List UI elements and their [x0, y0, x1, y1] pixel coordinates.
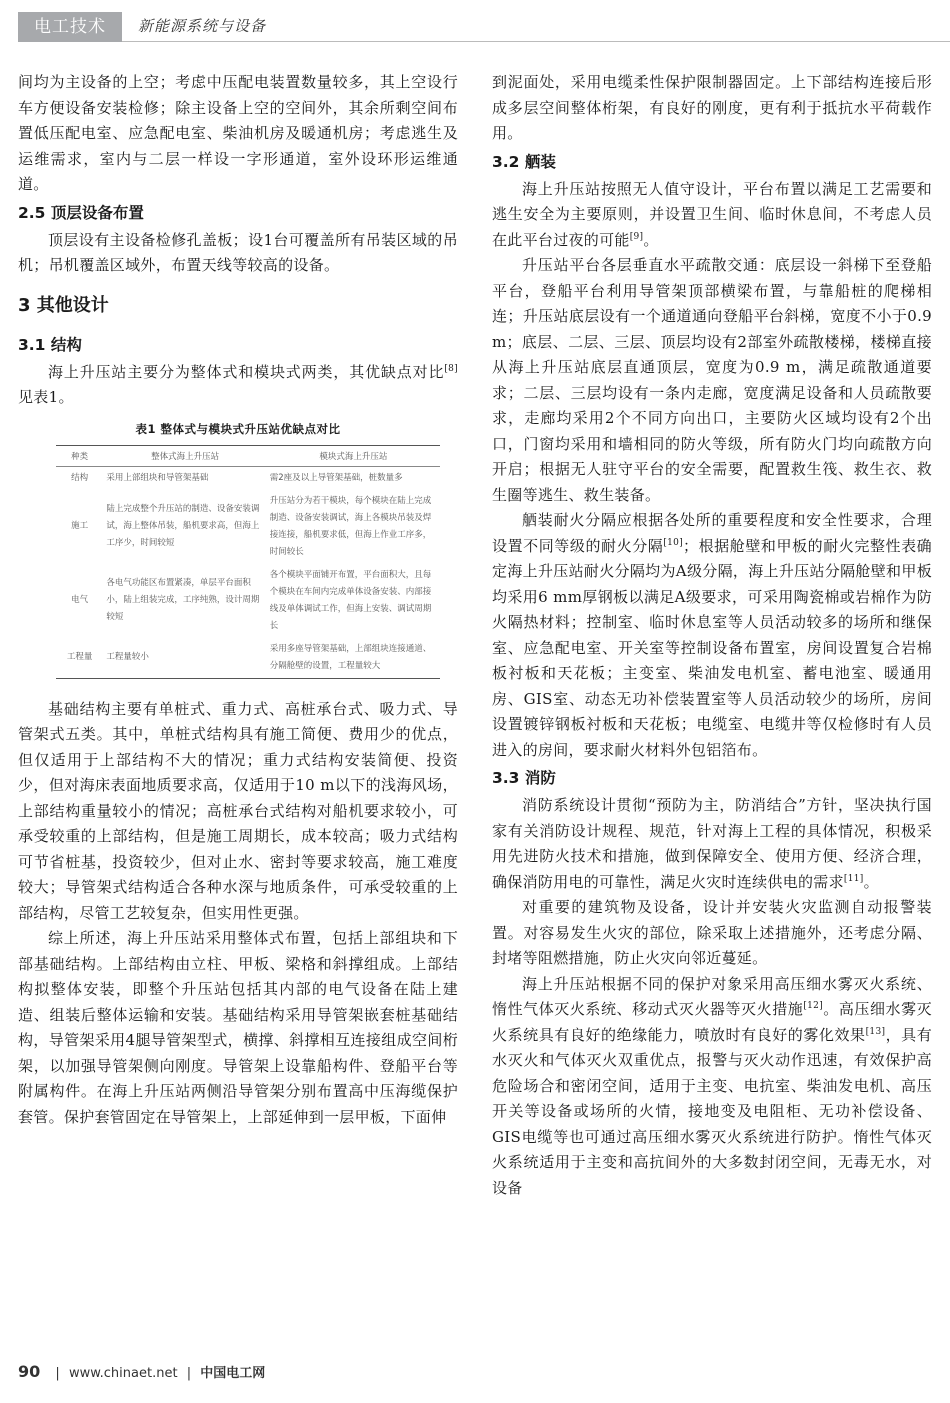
comparison-table — [56, 445, 440, 679]
footer-site-link[interactable]: www.chinaet.net — [68, 1366, 178, 1381]
table-header-row — [56, 445, 440, 466]
paragraph: 到泥面处，采用电缆柔性保护限制器固定。上下部结构连接后形成多层空间整体桁架，有良好的刚度，更有利于抵抗水平荷载作用。 — [492, 73, 932, 142]
table-cell: 升压站分为若干模块，每个模块在陆上完成制造、设备安装调试，海上各模块吊装及焊接连接，船机要求低，但海上作业工序多，时间较长 — [269, 495, 432, 557]
footer-divider: | — [186, 1366, 192, 1381]
section-heading-2-5: 2.5 顶层设备布置 — [18, 203, 144, 222]
page-number: 90 — [18, 1362, 41, 1381]
page-header — [0, 0, 950, 50]
column-header: 整体式海上升压站 — [103, 445, 266, 466]
footer-divider: | — [55, 1366, 60, 1381]
paragraph-text: 。 — [643, 230, 659, 249]
table-cell: 工程量较小 — [103, 638, 266, 679]
header-rule — [122, 41, 950, 42]
paragraph-text: 。高压细水雾灭火系统具有良好的绝缘能力，喷放时有良好的雾化效果 — [492, 1000, 932, 1044]
citation[interactable]: [13] — [865, 1026, 886, 1037]
citation[interactable]: [9] — [629, 231, 644, 242]
section-heading-3: 3 其他设计 — [18, 294, 109, 316]
paragraph: 综上所述，海上升压站采用整体式布置，包括上部组块和下部基础结构。上部结构由立柱、甲板、梁格和斜撑组成。上部结构拟整体安装，即整个升压站包括其内部的电气设备在陆上建造、组装后整体运输和安装。基础结构采用导管架嵌套桩基础结构，导管架采用4腿导管架型式，横撑、斜撑相互连接组成空间桁架，以加强导管架侧向刚度。导管架上设靠船构件、登船平台等附属构件。在海上升压站两侧沿导管架分别布置高中压海缆保护套管。保护套管固定在导管架上，上部延伸到一层甲板，下面伸 — [18, 929, 458, 1126]
citation[interactable]: [11] — [843, 873, 864, 884]
table-cell: 需2座及以上导管架基础，桩数量多 — [269, 472, 403, 483]
section-heading-3-2: 3.2 舾装 — [492, 152, 556, 171]
paragraph: 间均为主设备的上空；考虑中压配电装置数量较多，其上空设行车方便设备安装检修；除主设备上空的空间外，其余所剩空间布置低压配电室、应急配电室、柴油机房及暖通机房；考虑逃生及运维需求，室内与二层一样设一字形通道，室外设环形运维通道。 — [18, 73, 458, 193]
paragraph-text: 。 — [863, 872, 879, 891]
column-header: 种类 — [56, 445, 103, 466]
citation[interactable]: [8] — [444, 363, 458, 374]
table-row — [56, 466, 440, 490]
table-row — [56, 564, 440, 638]
column-title: 新能源系统与设备 — [138, 17, 267, 35]
paragraph — [492, 508, 932, 763]
table-cell: 施工 — [71, 521, 89, 531]
paragraph: 对重要的建筑物及设备，设计并安装火灾监测自动报警装置。对容易发生火灾的部位，除采取上述措施外，还考虑分隔、封堵等阻燃措施，防止火灾向邻近蔓延。 — [492, 898, 932, 967]
paragraph-text: 见表1。 — [18, 388, 74, 406]
table-cell: 各个模块平面铺开布置，平台面积大，且每个模块在车间内完成单体设备安装、内部接线及单体调试工作，但海上安装、调试周期长 — [269, 569, 432, 631]
paragraph-text: ，具有水灭火和气体灭火双重优点，报警与灭火动作迅速，有效保护高危险场合和密闭空间，适用于主变、电抗室、柴油发电机、高压开关等设备或场所的火情，接地变及电阻柜、无功补偿设备、GIS电缆等也可通过高压细水雾灭火系统进行防护。惰性气体灭火系统适用于主变和高抗间外的大多数封闭空间，无毒无水，对设备 — [492, 1025, 932, 1197]
left-column — [18, 70, 458, 1130]
table-cell: 陆上完成整个升压站的制造、设备安装调试，海上整体吊装，船机要求高，但海上工序少，时间较短 — [106, 504, 260, 548]
paragraph-text: 海上升压站按照无人值守设计，平台布置以满足工艺需要和逃生安全为主要原则，并设置卫生间、临时休息间，不考虑人员在此平台过夜的可能 — [492, 179, 932, 249]
footer-brand: 中国电工网 — [200, 1366, 266, 1381]
table-cell: 工程量 — [56, 638, 103, 679]
section-heading-3-1: 3.1 结构 — [18, 335, 82, 354]
paragraph — [492, 793, 932, 895]
citation[interactable]: [12] — [803, 1001, 824, 1011]
paragraph — [492, 972, 932, 1202]
paragraph-text: 消防系统设计贯彻“预防为主，防消结合”方针，坚决执行国家有关消防设计规程、规范，针对海上工程的具体情况，积极采用先进防火技术和措施，做到保障安全、使用方便、经济合理，确保消防用电的可靠性，满足火灾时连续供电的需求 — [492, 796, 932, 891]
section-heading-3-3: 3.3 消防 — [492, 769, 556, 787]
citation[interactable]: [10] — [663, 537, 684, 548]
paragraph — [18, 360, 458, 411]
table-cell: 各电气功能区布置紧凑，单层平台面积小，陆上组装完成，工序纯熟，设计周期较短 — [106, 578, 260, 622]
table-row — [56, 490, 440, 564]
right-column — [492, 70, 932, 1201]
table-cell: 电气 — [71, 595, 89, 605]
table-cell: 结构 — [71, 472, 89, 483]
paragraph-text: 海上升压站主要分为整体式和模块式两类，其优缺点对比 — [48, 362, 445, 381]
paragraph: 顶层设有主设备检修孔盖板；设1台可覆盖所有吊装区域的吊机；吊机覆盖区域外，布置天线等较高的设备。 — [18, 230, 458, 274]
column-header: 模块式海上升压站 — [267, 445, 440, 466]
paragraph — [492, 177, 932, 254]
table-caption: 表1 整体式与模块式升压站优缺点对比 — [135, 421, 341, 436]
page-footer — [18, 1362, 265, 1381]
table-cell: 采用上部组块和导管架基础 — [106, 472, 209, 483]
paragraph-text: 海上升压站根据不同的保护对象采用高压细水雾灭火系统、惰性气体灭火系统、移动式灭火器等灭火措施 — [492, 974, 932, 1018]
paragraph-text: ；根据舱壁和甲板的耐火完整性表确定海上升压站耐火分隔均为A级分隔，海上升压站分隔舱壁和甲板均采用6 mm厚钢板以满足A级要求，可采用陶瓷棉或岩棉作为防火隔热材料；控制室、临时休息室等人员活动较多的场所和继保室、应急配电室、开关室等控制设备布置室，房间设置复合岩棉板衬板和天花板；主变室、柴油发电机室、蓄电池室、暖通用房、GIS室、动态无功补偿装置室等人员活动较少的场所，房间设置镀锌钢板衬板和天花板；电缆室、电缆井等仅检修时有人员进入的房间，要求耐火材料外包铝箔布。 — [492, 536, 932, 759]
table-cell: 采用多座导管架基础，上部组块连接通道、分隔舱壁的设置，工程量较大 — [267, 638, 440, 679]
table-row — [56, 638, 440, 679]
paragraph-text: 舾装耐火分隔应根据各处所的重要程度和安全性要求，合理设置不同等级的耐火分隔 — [492, 511, 932, 555]
paragraph: 基础结构主要有单桩式、重力式、高桩承台式、吸力式、导管架式五类。其中，单桩式结构具有施工简便、费用少的优点，但仅适用于上部结构不大的情况；重力式结构安装简便、投资少，但对海床表面地质要求高，仅适用于10 m以下的浅海风场，上部结构重量较小的情况；高桩承台式结构对船机要求较小，可承受较重的上部结构，但是施工周期长，成本较高；吸力式结构可节省桩基，投资较少，但对止水、密封等要求较高，施工难度较大；导管架式结构适合各种水深与地质条件，可承受较重的上部结构，尽管工艺较复杂，但实用性更强。 — [18, 699, 458, 922]
paragraph: 升压站平台各层垂直水平疏散交通：底层设一斜梯下至登船平台，登船平台利用导管架顶部横梁布置，与靠船桩的爬梯相连；升压站底层设有一个通道通向登船平台斜梯，宽度不小于0.9 m；底层、二层、三层、顶层均设有2部室外疏散楼梯，楼梯直接从海上升压站底层直通顶层，宽度为0.9 m，满足疏散通道要求；二层、三层均设有一条内走廊，宽度满足设备和人员疏散要求，走廊均采用2个不同方向出口，主要防火区域均设有2个出口，门窗均采用和墙相同的防火等级，所有防火门均向疏散方向开启；根据无人驻守平台的安全需要，配置救生筏、救生衣、救生圈等逃生、救生装备。 — [492, 256, 932, 504]
section-tab: 电工技术 — [18, 12, 122, 42]
